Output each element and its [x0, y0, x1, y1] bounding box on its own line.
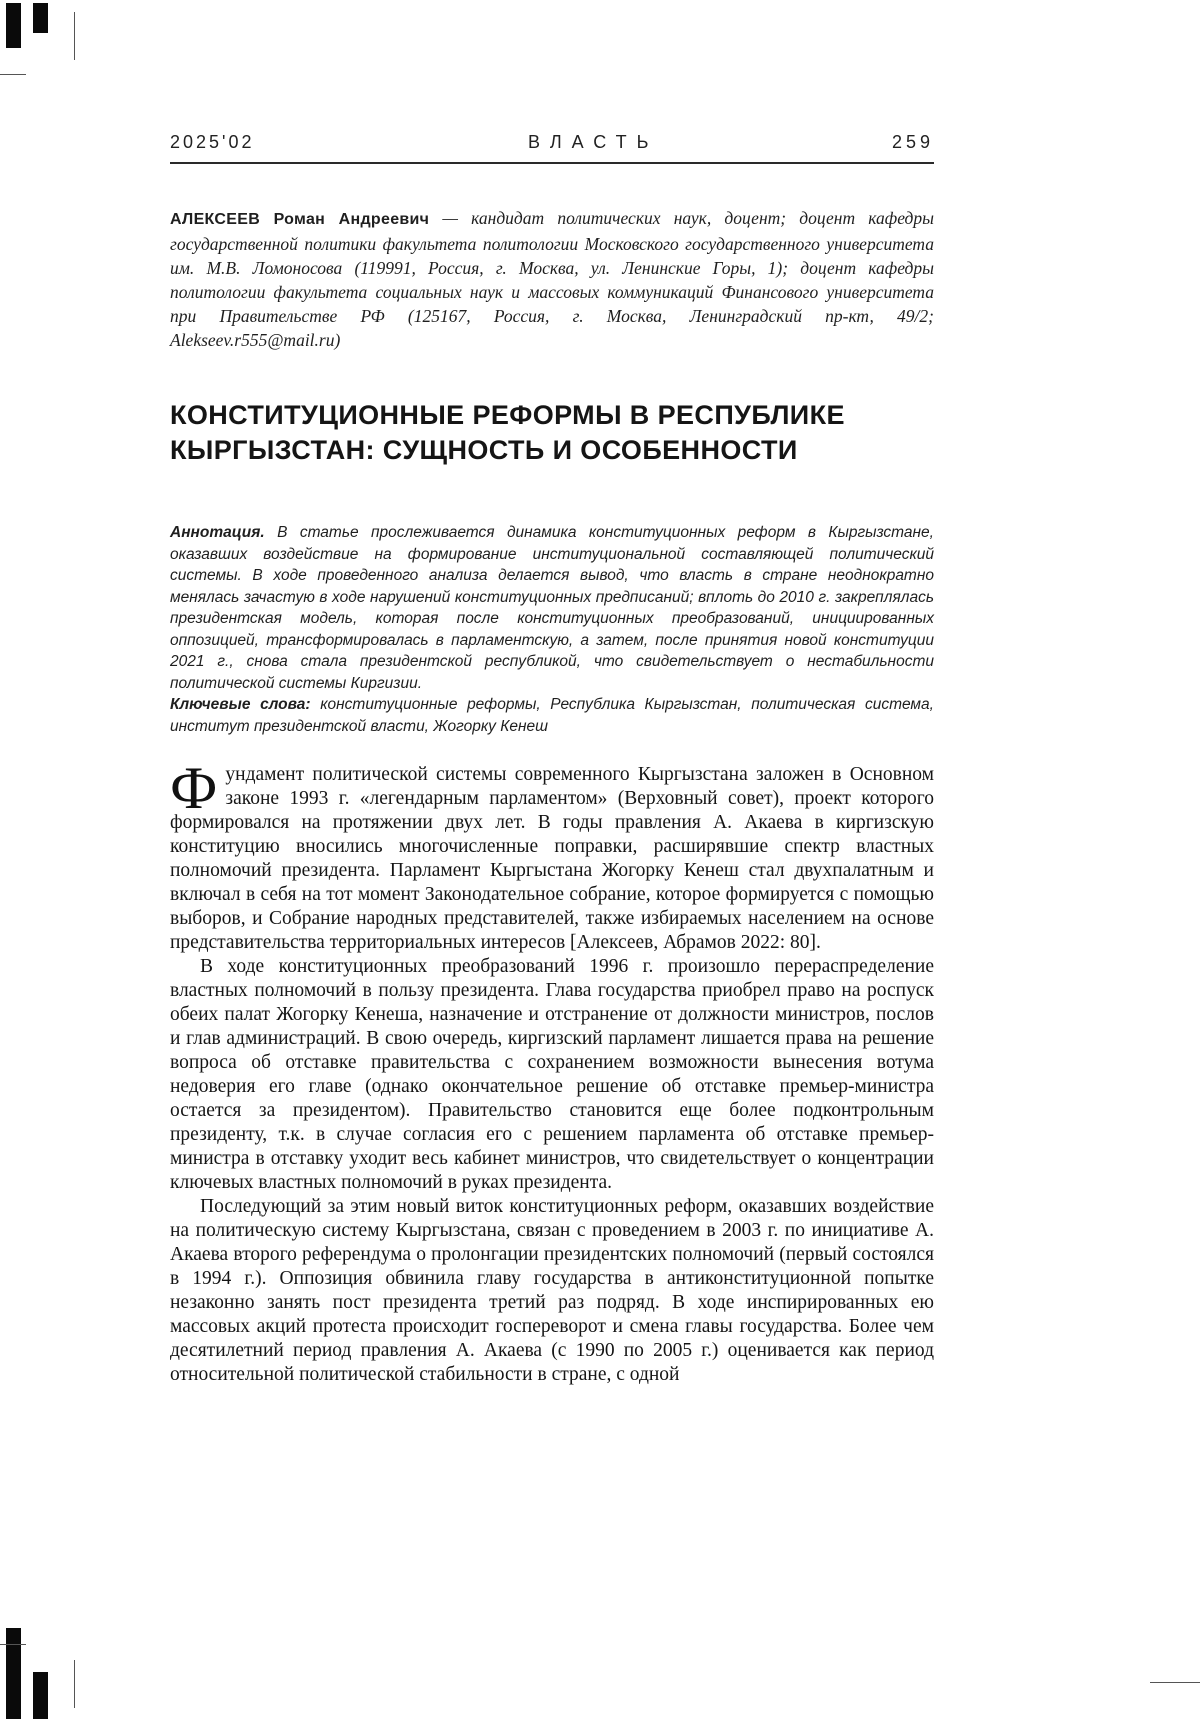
author-name: АЛЕКСЕЕВ Роман Андреевич: [170, 211, 430, 228]
page-content: [170, 0, 934, 1387]
registration-mark: [6, 1628, 21, 1719]
author-bio: — кандидат политических наук, доцент; доцент кафедры государственной политики факультета политологии Московского государственного университета им. М.В. Ломоносова (119991, Россия, г. Москва, ул. Ленинские Горы, 1); доцент кафедры политологии факультета социальных наук и массовых коммуникаций Финансового университета при Правительстве РФ (125167, Россия, г. Москва, Ленинградский пр-кт, 49/2; Alekseev.r555@mail.ru): [170, 208, 934, 350]
keywords-label: Ключевые слова:: [170, 696, 311, 713]
article-body: [170, 755, 934, 1387]
article-title-line1: КОНСТИТУЦИОННЫЕ РЕФОРМЫ В РЕСПУБЛИКЕ: [170, 400, 845, 430]
crop-mark: [0, 1644, 26, 1645]
abstract-text: В статье прослеживается динамика конституционных реформ в Кыргызстане, оказавших воздействие на формирование институциональной составляющей политический системы. В ходе проведенного анализа делается вывод, что власть в стране неоднократно менялась зачастую в ходе нарушений конституционных предписаний; вплоть до 2010 г. закреплялась президентская модель, которая после конституционных преобразований, инициированных оппозицией, трансформировалась в парламентскую, а затем, после принятия новой конституции 2021 г., снова стала президентской республикой, что свидетельствует о нестабильности политической системы Киргизии.: [170, 524, 934, 692]
author-block: [170, 206, 934, 352]
drop-cap: Ф: [170, 755, 218, 821]
crop-mark: [74, 12, 75, 60]
article-title-line2: КЫРГЫЗСТАН: СУЩНОСТЬ И ОСОБЕННОСТИ: [170, 435, 798, 465]
body-paragraph-3: Последующий за этим новый виток конституционных реформ, оказавших воздействие на политическую систему Кыргызстана, связан с проведением в 2003 г. по инициативе А. Акаева второго референдума о пролонгации президентских полномочий (первый состоялся в 1994 г.). Оппозиция обвинила главу государства в антиконституционной попытке незаконно занять пост президента третий раз подряд. В ходе инспирированных ею массовых акций протеста происходит госпереворот и смена главы государства. Более чем десятилетний период правления А. Акаева (с 1990 по 2005 г.) оценивается как период относительной политической стабильности в стране, с одной: [170, 1196, 934, 1385]
registration-mark: [33, 1672, 48, 1719]
paragraph-1-text: ундамент политической системы современного Кыргызстана заложен в Основном законе 1993 г. «легендарным парламентом» (Верховный совет), проект которого формировался на протяжении двух лет. В годы правления А. Акаева в киргизскую конституцию вносились многочисленные поправки, расширявшие спектр властных полномочий президента. Парламент Кыргыстана Жогорку Кенеш стал двухпалатным и включал в себя на тот момент Законодательное собрание, которое формируется с помощью выборов, и Собрание народных представителей, также избираемых населением на основе представительства территориальных интересов [Алексеев, Абрамов 2022: 80].: [170, 764, 934, 953]
registration-mark: [6, 3, 21, 48]
body-paragraph-2: В ходе конституционных преобразований 1996 г. произошло перераспределение властных полномочий в пользу президента. Глава государства приобрел право на роспуск обеих палат Жогорку Кенеша, назначение и отстранение от должности министров, послов и глав администраций. В свою очередь, киргизский парламент лишается права на решение вопроса об отставке правительства с сохранением возможности вынесения вотума недоверия его главе (однако окончательное решение об отставке премьер-министра остается за президентом). Правительство становится еще более подконтрольным президенту, т.к. в случае согласия его с решением парламента об отставке премьер-министра в отставку уходит весь кабинет министров, что свидетельствует о концентрации ключевых властных полномочий в руках президента.: [170, 956, 934, 1193]
abstract: [170, 522, 934, 694]
journal-name: ВЛАСТЬ: [528, 132, 659, 152]
body-paragraph-1: [170, 755, 934, 955]
crop-mark: [0, 74, 26, 75]
header-rule: [170, 162, 934, 164]
article-title: [170, 398, 934, 468]
registration-mark: [33, 3, 48, 33]
running-header: [170, 132, 934, 153]
keywords-text: конституционные реформы, Республика Кыргызстан, политическая система, институт президентской власти, Жогорку Кенеш: [170, 696, 934, 735]
abstract-label: Аннотация.: [170, 524, 265, 541]
crop-mark: [74, 1660, 75, 1708]
abstract-block: [170, 522, 934, 737]
crop-mark: [1150, 1682, 1200, 1683]
keywords: [170, 694, 934, 737]
issue-number: 2025'02: [170, 132, 255, 152]
page-number: 259: [891, 132, 934, 152]
